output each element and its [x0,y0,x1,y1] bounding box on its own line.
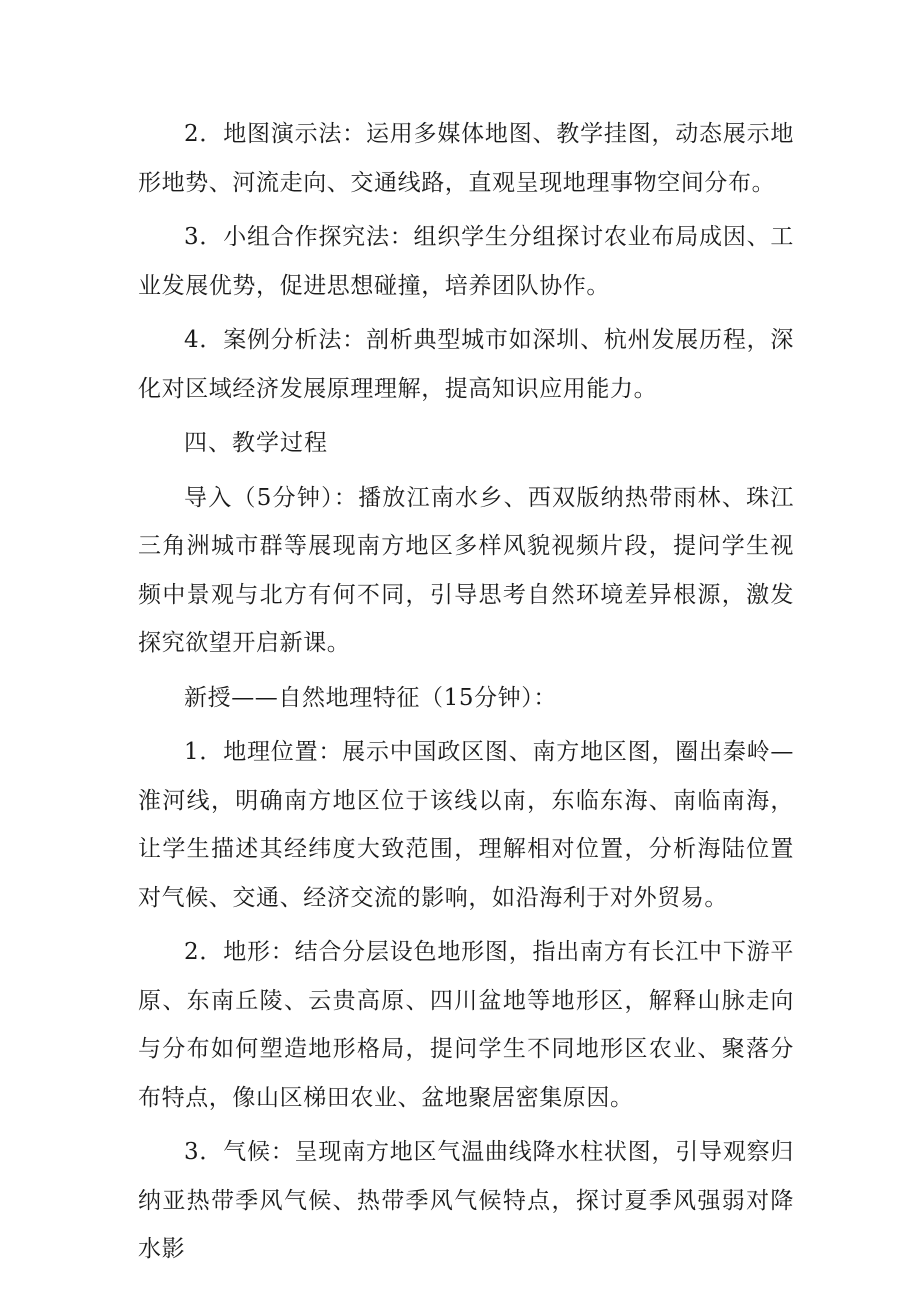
paragraph-method-group-inquiry: 3．小组合作探究法：组织学生分组探讨农业布局成因、工业发展优势，促进思想碰撞，培养团队协作。 [138,224,794,299]
paragraph-introduction: 导入（5分钟）：播放江南水乡、西双版纳热带雨林、珠江三角洲城市群等展现南方地区多样风貌视频片段，提问学生视频中景观与北方有何不同，引导思考自然环境差异根源，激发探究欲望开启新课。 [138,484,794,656]
paragraph-climate: 3．气候：呈现南方地区气温曲线降水柱状图，引导观察归纳亚热带季风气候、热带季风气候特点，探讨夏季风强弱对降水影 [138,1139,794,1262]
paragraph-new-lesson-heading: 新授——自然地理特征（15分钟）： [184,684,557,711]
section-heading-teaching-process: 四、教学过程 [184,430,328,456]
paragraph-geographic-location: 1．地理位置：展示中国政区图、南方地区图，圈出秦岭—淮河线，明确南方地区位于该线以南，东临东海、南临南海，让学生描述其经纬度大致范围，理解相对位置，分析海陆位置对气候、交通、经济交流的影响，如沿海利于对外贸易。 [138,739,794,911]
paragraph-terrain: 2．地形：结合分层设色地形图，指出南方有长江中下游平原、东南丘陵、云贵高原、四川盆地等地形区，解释山脉走向与分布如何塑造地形格局，提问学生不同地形区农业、聚落分布特点，像山区梯田农业、盆地聚居密集原因。 [138,939,794,1111]
paragraph-method-case-analysis: 4．案例分析法：剖析典型城市如深圳、杭州发展历程，深化对区域经济发展原理理解，提高知识应用能力。 [138,327,794,402]
document-body [138,110,794,1280]
paragraph-method-map-demo: 2．地图演示法：运用多媒体地图、教学挂图，动态展示地形地势、河流走向、交通线路，直观呈现地理事物空间分布。 [138,121,794,196]
